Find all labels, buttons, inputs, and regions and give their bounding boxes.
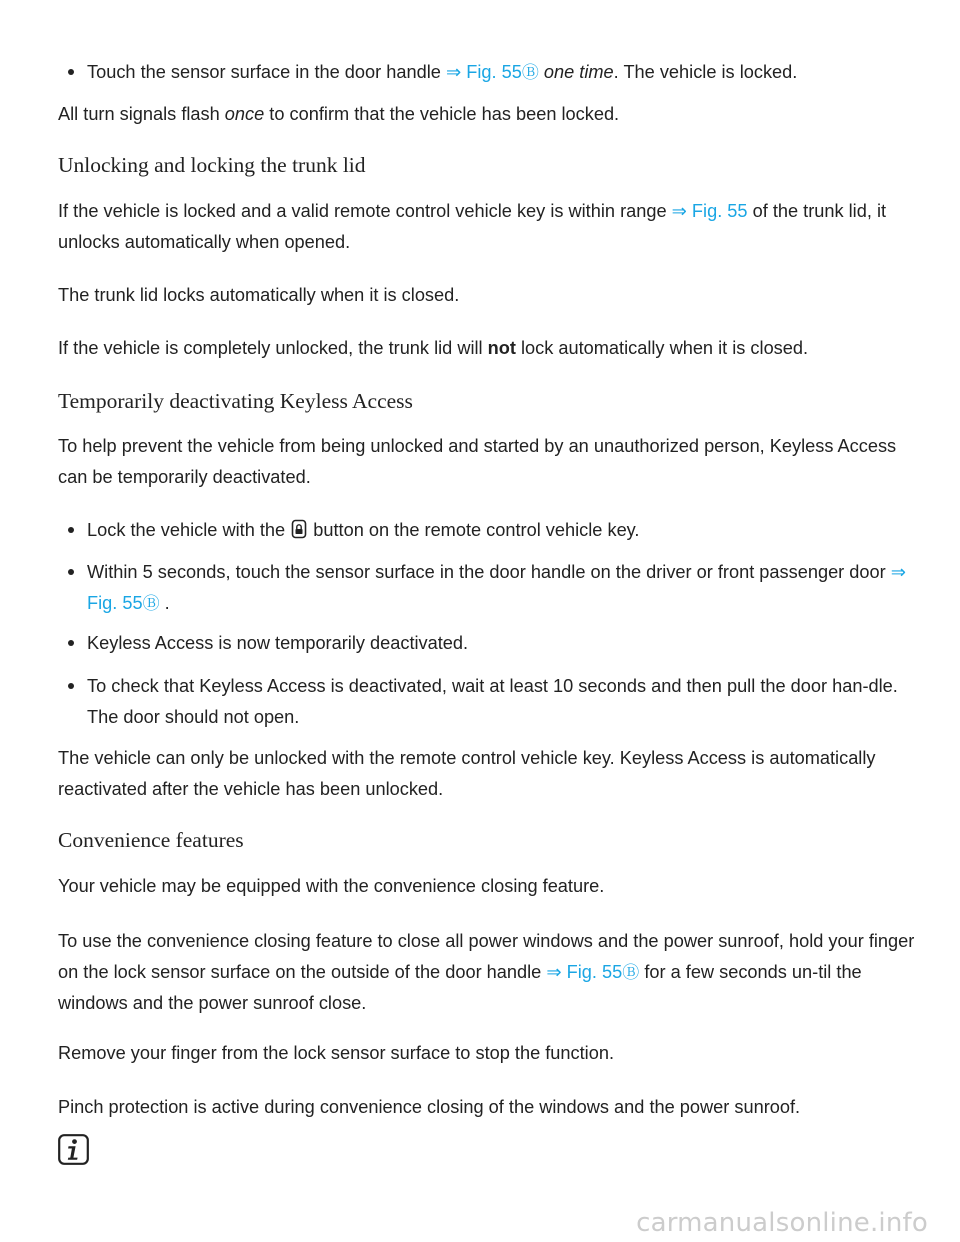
bullet-now-deactivated: Keyless Access is now temporarily deactivated.: [58, 628, 918, 659]
emphasis: one time: [543, 62, 614, 82]
info-icon: [58, 1134, 89, 1165]
fig-link[interactable]: ⇒ Fig. 55Ⓑ: [546, 961, 640, 983]
paragraph-reactivated: The vehicle can only be unlocked with the remote control vehicle key. Keyless Access is automatically reactivated after the vehicle has been unlocked.: [58, 748, 876, 799]
fig-link[interactable]: ⇒ Fig. 55Ⓑ: [87, 562, 906, 614]
paragraph-remove-finger: Remove your finger from the lock sensor surface to stop the function.: [58, 1043, 614, 1063]
paragraph-trunk-lock: The trunk lid locks automatically when it is closed.: [58, 285, 460, 305]
bullet-within-5-seconds: Within 5 seconds, touch the sensor surface in the door handle on the driver or front passenger door ⇒ Fig. 55Ⓑ .: [58, 557, 918, 619]
paragraph-trunk-unlock: If the vehicle is locked and a valid remote control vehicle key is within range ⇒ Fig. 55 of the trunk lid, it unlocks automatically when opened.: [58, 201, 887, 252]
bullet-check-deactivated: To check that Keyless Access is deactivated, wait at least 10 seconds and then pull the door han-dle. The door should not open.: [58, 671, 918, 732]
watermark: carmanualsonline.info: [636, 1208, 928, 1238]
heading-convenience-features: Convenience features: [58, 828, 244, 852]
heading-trunk-lid: Unlocking and locking the trunk lid: [58, 153, 366, 177]
fig-link[interactable]: ⇒ Fig. 55: [671, 201, 748, 221]
paragraph-convenience-use: To use the convenience closing feature to close all power windows and the power sunroof, hold your finger on the lock sensor surface on the outside of the door handle ⇒ Fig. 55Ⓑ for a few seconds un-til the windows and the power sunroof close.: [58, 931, 915, 1013]
bullet-touch-sensor: [58, 57, 918, 89]
bullet-lock-vehicle: Lock the vehicle with the button on the remote control vehicle key.: [58, 515, 918, 546]
text: . The vehicle is locked.: [613, 62, 798, 82]
fig-link[interactable]: ⇒ Fig. 55Ⓑ: [445, 62, 539, 83]
heading-deactivate-keyless: Temporarily deactivating Keyless Access: [58, 389, 413, 413]
paragraph-deactivate-intro: To help prevent the vehicle from being unlocked and started by an unauthorized person, Keyless Access can be temporarily deactivated.: [58, 436, 897, 487]
paragraph-convenience-equipped: Your vehicle may be equipped with the convenience closing feature.: [58, 876, 605, 896]
paragraph-completely-unlocked: If the vehicle is completely unlocked, the trunk lid will not lock automatically when it is closed.: [58, 338, 809, 358]
lock-button-icon: [291, 519, 307, 539]
paragraph-pinch-protection: Pinch protection is active during convenience closing of the windows and the power sunroof.: [58, 1097, 801, 1117]
paragraph-turn-signals: All turn signals flash once to confirm that the vehicle has been locked.: [58, 104, 620, 124]
text: Touch the sensor surface in the door handle: [87, 62, 446, 82]
